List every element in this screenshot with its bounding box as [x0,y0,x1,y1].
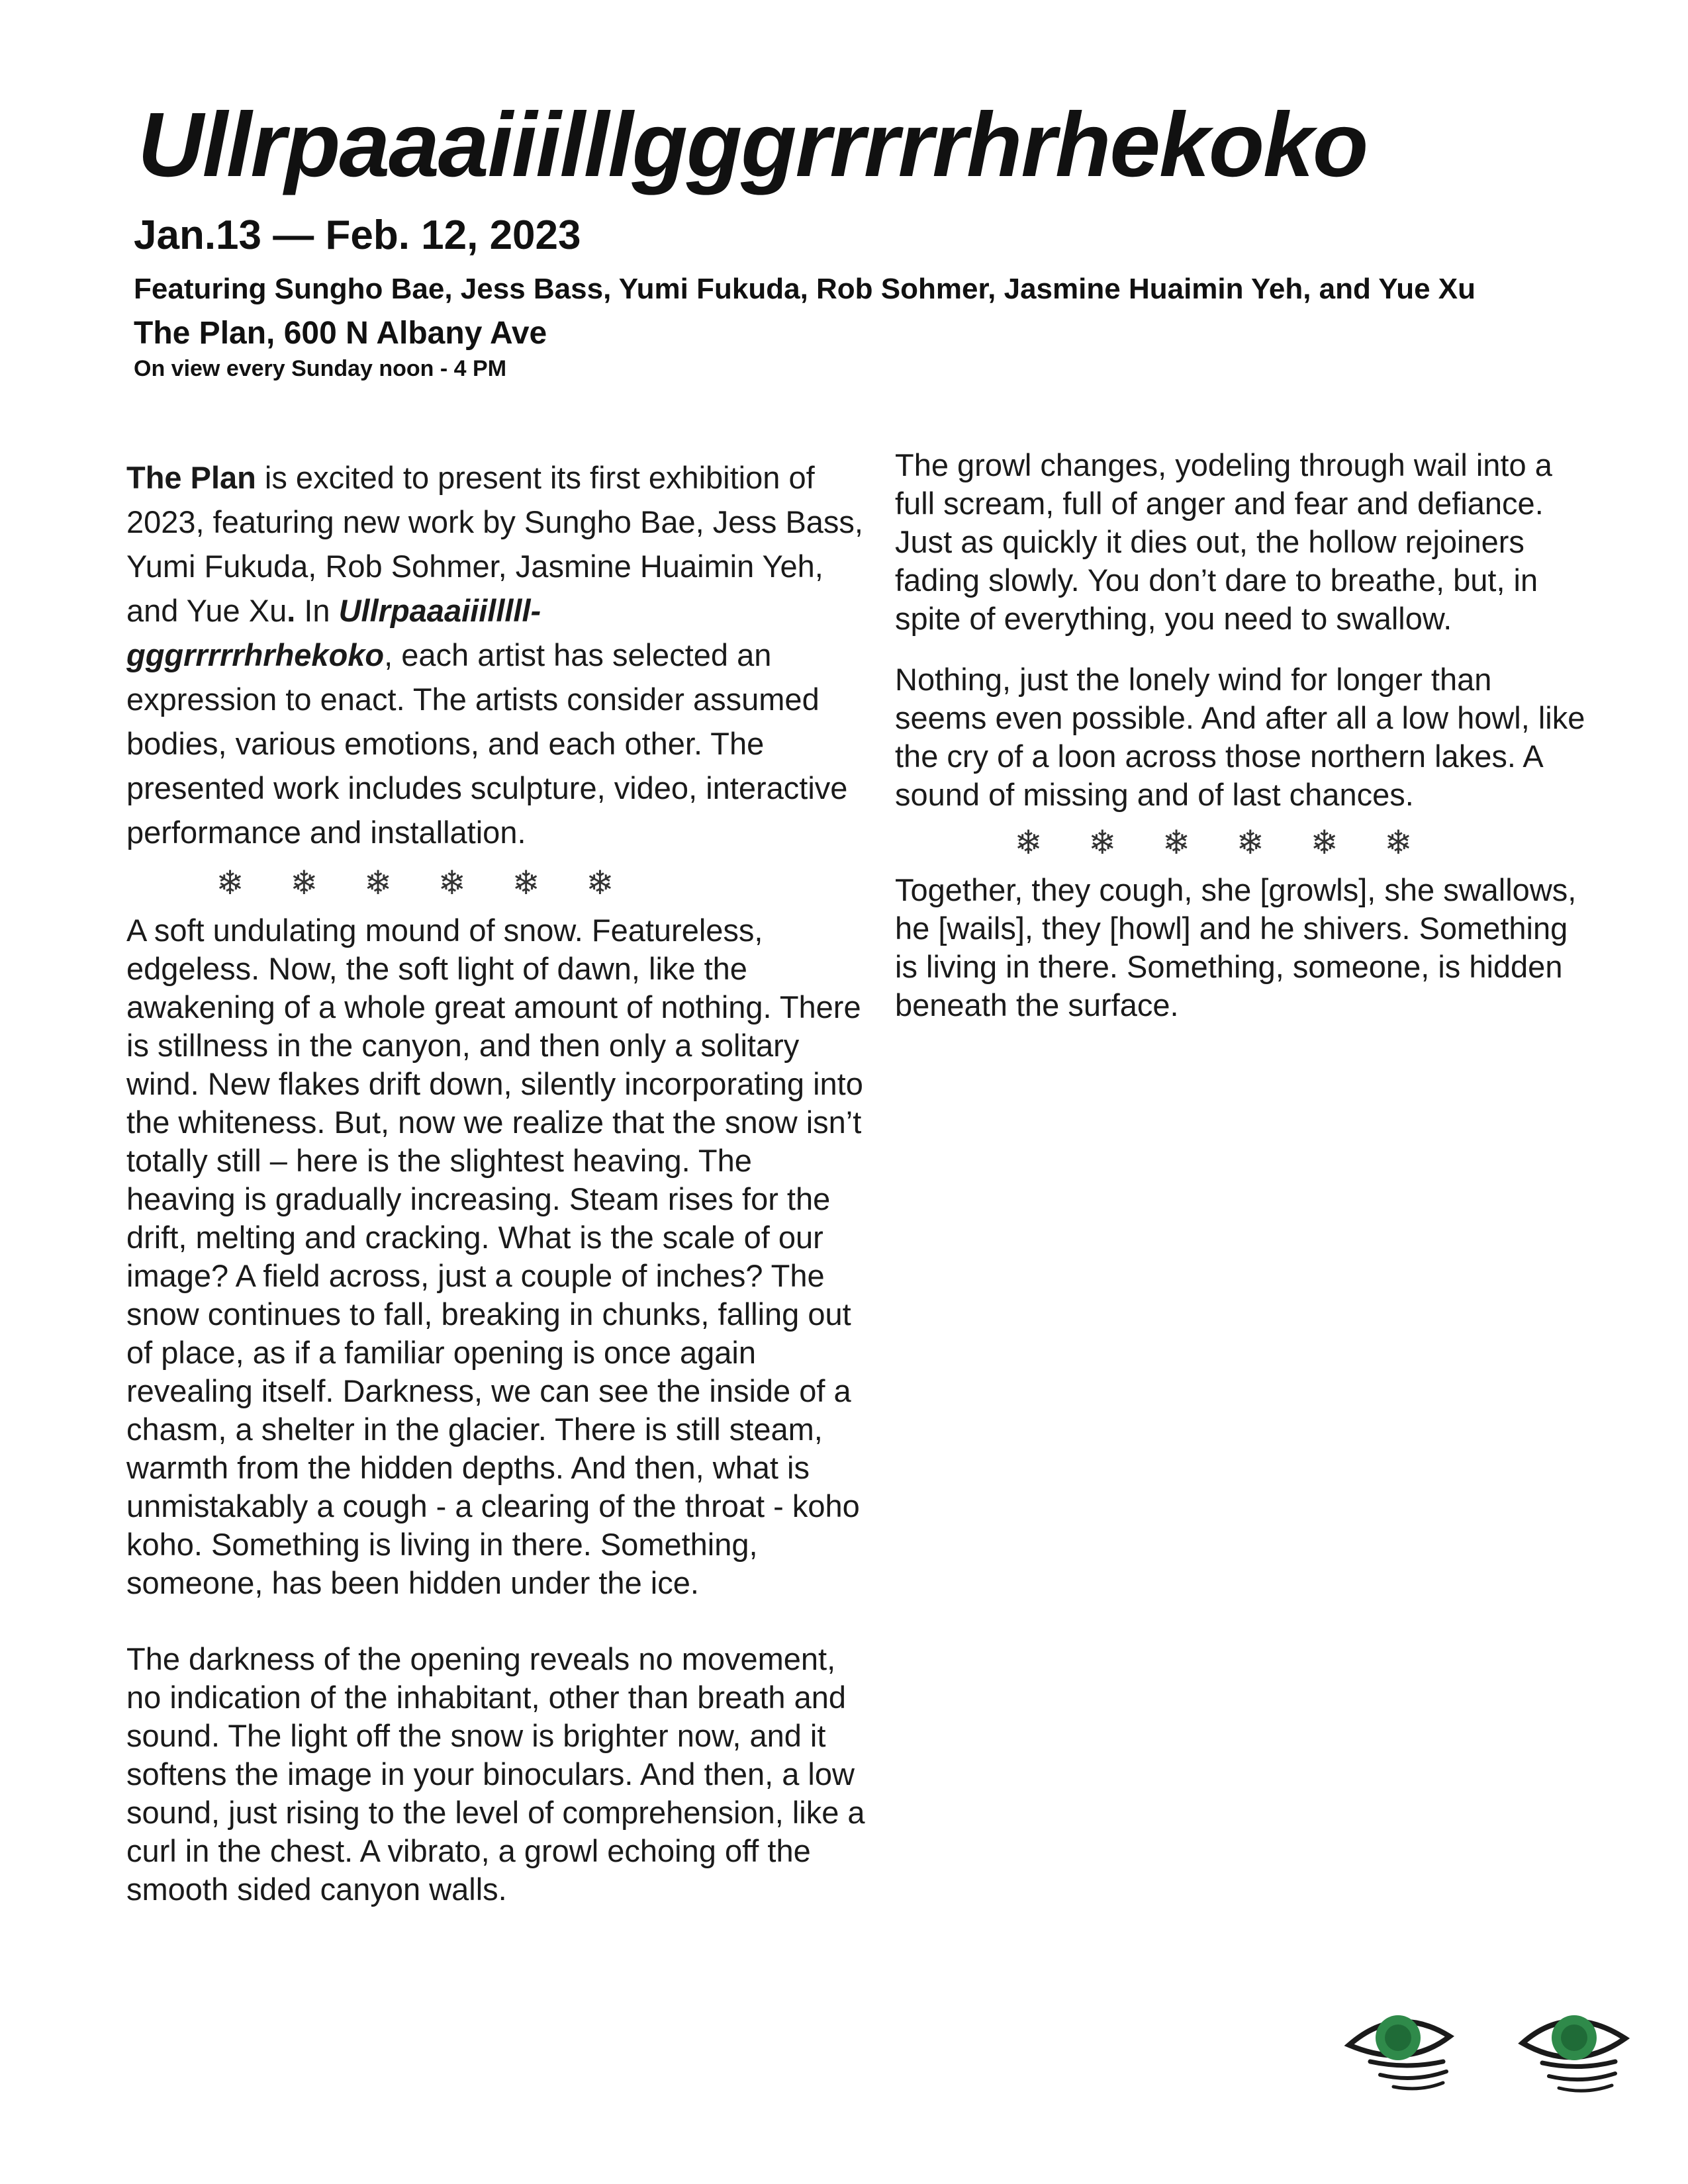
exhibition-title: Ullrpaaaiiilllgggrrrrrhrhekoko [138,94,1368,196]
venue-address: The Plan, 600 N Albany Ave [134,316,547,351]
venue-name: The Plan [126,460,256,495]
snowflake-divider: ❄ ❄ ❄ ❄ ❄ ❄ [1014,824,1431,861]
left-eye-icon [1349,2015,1450,2089]
right-eye-icon [1523,2015,1625,2091]
intro-title-part-2: gggrrrrrhrhekoko [126,637,385,672]
intro-period: . [287,593,296,628]
right-column [895,446,1590,1024]
viewing-hours: On view every Sunday noon - 4 PM [134,356,507,381]
snow-paragraph: A soft undulating mound of snow. Featureless, edgeless. Now, the soft light of dawn, like the awakening of a whole great amount of nothing. There is stillness in the canyon, and then only a solitary wind. New flakes drift down, silently incorporating into the whiteness. But, now we realize that the snow isn’t totally still – here is the slightest heaving. The heaving is gradually increasing. Steam rises for the drift, melting and cracking. What is the scale of our image? A field across, just a couple of inches? The snow continues to fall, breaking in chunks, falling out of place, as if a familiar opening is once again revealing itself. Darkness, we can see the inside of a chasm, a shelter in the glacier. There is still steam, warmth from the hidden depths. And then, what is unmistakably a cough - a clearing of the throat - koho koho. Something is living in there. Something, someone, has been hidden under the ice. [126,913,863,1600]
growl-paragraph: The growl changes, yodeling through wail into a full scream, full of anger and fear and defiance. Just as quickly it dies out, the hollow rejoiners fading slowly. You don’t dare to breathe, but, in spite of everything, you need to swallow. [895,447,1552,636]
intro-text-2: In [295,593,339,628]
exhibition-dates: Jan.13 — Feb. 12, 2023 [134,212,581,258]
eyes-illustration [1344,1995,1635,2108]
wind-paragraph: Nothing, just the lonely wind for longer than seems even possible. And after all a low howl, like the cry of a loon across those northern lakes. A sound of missing and of last chances. [895,662,1585,812]
intro-paragraph [126,455,868,854]
together-paragraph: Together, they cough, she [growls], she swallows, he [wails], they [howl] and he shivers. Something is living in there. Something, someone, is hidden beneath the surface. [895,872,1577,1023]
intro-text-1: is excited to present its first exhibition of 2023, featuring new work by Sungho Bae, Jess Bass, Yumi Fukuda, Rob Sohmer, Jasmine Huaimin Yeh, and Yue Xu [126,460,863,628]
intro-title-part-1: Ullrpaaaiiilllll- [338,593,541,628]
darkness-paragraph: The darkness of the opening reveals no movement, no indication of the inhabitant, other than breath and sound. The light off the snow is brighter now, and it softens the image in your binoculars. And then, a low sound, just rising to the level of comprehension, like a curl in the chest. A vibrato, a growl echoing off the smooth sided canyon walls. [126,1641,865,1907]
left-column [126,455,868,1909]
intro-text-3: , each artist has selected an expression to enact. The artists consider assumed bodies, various emotions, and each other. The presented work includes sculpture, video, interactive performance and installation. [126,637,848,850]
featured-artists: Featuring Sungho Bae, Jess Bass, Yumi Fukuda, Rob Sohmer, Jasmine Huaimin Yeh, and Yue Xu [134,273,1476,305]
snowflake-divider: ❄ ❄ ❄ ❄ ❄ ❄ [216,864,633,901]
